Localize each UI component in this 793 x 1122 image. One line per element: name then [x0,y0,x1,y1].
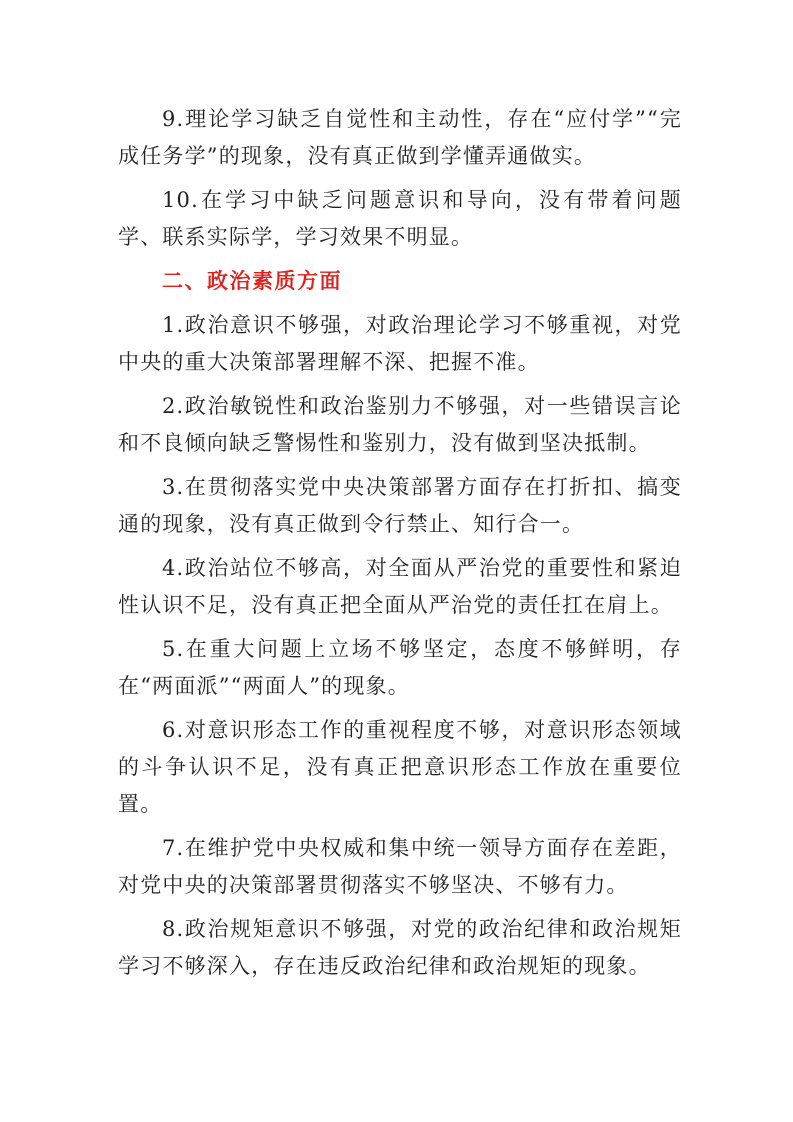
paragraph-item-9: 9.理论学习缺乏自觉性和主动性，存在“应付学”“完成任务学”的现象，没有真正做到学懂弄通做实。 [118,107,682,168]
section-heading: 二、政治素质方面 [162,269,342,293]
paragraph-political-1: 1.政治意识不够强，对政治理论学习不够重视，对党中央的重大决策部署理解不深、把握不准。 [118,313,682,374]
paragraph-political-4: 4.政治站位不够高，对全面从严治党的重要性和紧迫性认识不足，没有真正把全面从严治党的责任扛在肩上。 [118,556,682,617]
paragraph-political-6: 6.对意识形态工作的重视程度不够，对意识形态领域的斗争认识不足，没有真正把意识形态工作放在重要位置。 [118,718,682,816]
paragraph-political-7: 7.在维护党中央权威和集中统一领导方面存在差距，对党中央的决策部署贯彻落实不够坚决、不够有力。 [118,836,682,897]
paragraph-political-3: 3.在贯彻落实党中央决策部署方面存在打折扣、搞变通的现象，没有真正做到令行禁止、知行合一。 [118,475,682,536]
paragraph-political-5: 5.在重大问题上立场不够坚定，态度不够鲜明，存在“两面派”“两面人”的现象。 [118,637,682,698]
document-body [118,101,682,992]
paragraph-political-2: 2.政治敏锐性和政治鉴别力不够强，对一些错误言论和不良倾向缺乏警惕性和鉴别力，没有做到坚决抵制。 [118,394,682,455]
paragraph-political-8: 8.政治规矩意识不够强，对党的政治纪律和政治规矩学习不够深入，存在违反政治纪律和政治规矩的现象。 [118,917,682,978]
paragraph-item-10: 10.在学习中缺乏问题意识和导向，没有带着问题学、联系实际学，学习效果不明显。 [118,188,682,249]
